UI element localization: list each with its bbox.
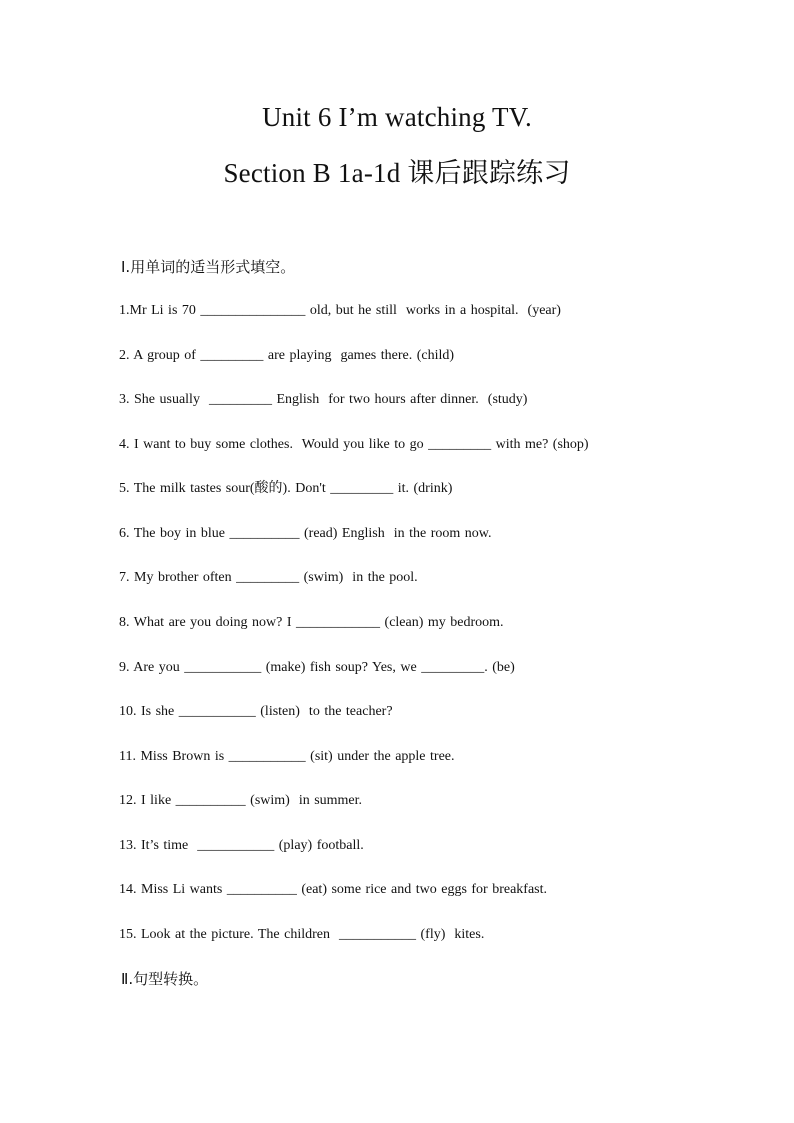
question-8: 8. What are you doing now? I ____________ (clean) my bedroom.	[119, 615, 504, 630]
part-1-heading: Ⅰ.用单词的适当形式填空。	[121, 258, 296, 276]
question-4: 4. I want to buy some clothes. Would you like to go _________ with me? (shop)	[119, 437, 589, 452]
question-14: 14. Miss Li wants __________ (eat) some rice and two eggs for breakfast.	[119, 882, 548, 897]
question-15: 15. Look at the picture. The children ___________ (fly) kites.	[119, 927, 485, 942]
section-title: Section B 1a-1d 课后跟踪练习	[223, 158, 571, 188]
question-5: 5. The milk tastes sour(酸的). Don't _________ it. (drink)	[119, 481, 453, 496]
question-2: 2. A group of _________ are playing games there. (child)	[119, 348, 455, 363]
question-13: 13. It’s time ___________ (play) football.	[119, 838, 364, 853]
question-9: 9. Are you ___________ (make) fish soup? Yes, we _________. (be)	[119, 660, 515, 675]
question-6: 6. The boy in blue __________ (read) English in the room now.	[119, 526, 492, 541]
question-11: 11. Miss Brown is ___________ (sit) under the apple tree.	[119, 749, 455, 764]
question-1: 1.Mr Li is 70 _______________ old, but he still works in a hospital. (year)	[119, 303, 561, 318]
question-10: 10. Is she ___________ (listen) to the teacher?	[119, 704, 393, 719]
question-7: 7. My brother often _________ (swim) in the pool.	[119, 570, 418, 585]
question-12: 12. I like __________ (swim) in summer.	[119, 793, 363, 808]
unit-title: Unit 6 I’m watching TV.	[262, 102, 532, 132]
part-2-heading: Ⅱ.句型转换。	[121, 970, 209, 988]
question-3: 3. She usually _________ English for two hours after dinner. (study)	[119, 392, 528, 407]
